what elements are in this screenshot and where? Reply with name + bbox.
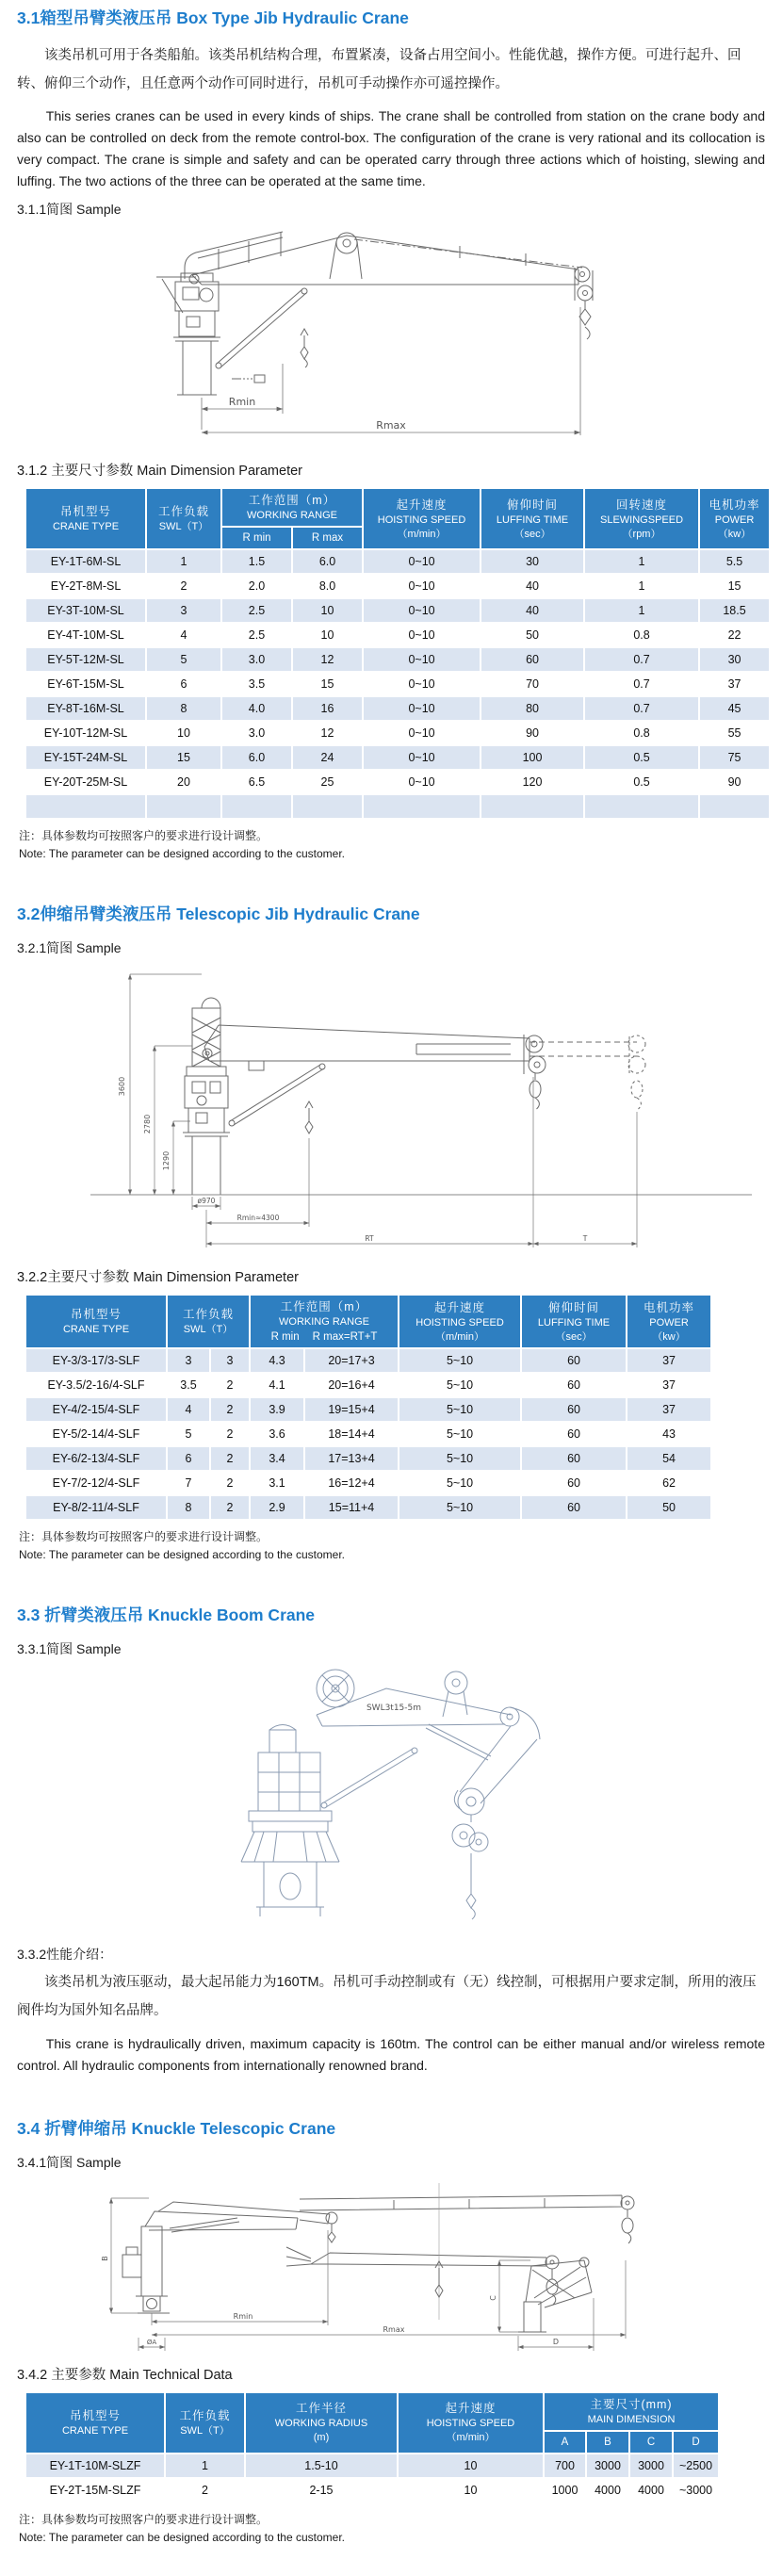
table-cell: EY-20T-25M-SL: [25, 770, 146, 794]
table-row: [25, 623, 770, 647]
table-row: [25, 1471, 711, 1495]
table-cell: 3: [146, 598, 221, 623]
table-row: [25, 2454, 719, 2478]
section-3-3-paragraph-cn: 该类吊机为液压驱动，最大起吊能力为160TM。吊机可手动控制或有（无）线控制，可根据用户要求定制，所用的液压阀件均为国外知名品牌。: [17, 1975, 757, 2019]
sample-heading-3-1-1: 3.1.1简图 Sample: [17, 202, 122, 218]
col-header-hoisting-speed: 起升速度 HOISTING SPEED （m/min）: [398, 2392, 544, 2454]
table-cell: 0~10: [363, 549, 481, 574]
swl-rating-label: SWL3t15-5m: [366, 1704, 422, 1714]
col-header-working-range: 工作范围（m） WORKING RANGE R min R max=RT+T: [250, 1295, 399, 1348]
table-cell: 5~10: [399, 1397, 521, 1422]
folded-boom-right: [526, 2260, 592, 2307]
table-cell: EY-2T-8M-SL: [25, 574, 146, 598]
table-cell: 80: [481, 696, 584, 721]
table-cell: 15=11+4: [304, 1495, 399, 1520]
table-cell: 60: [521, 1446, 627, 1471]
col-header-dim-c: C: [629, 2431, 673, 2454]
table-row: [25, 574, 770, 598]
table-cell: 37: [627, 1397, 711, 1422]
table-cell: 1: [146, 549, 221, 574]
telescopic-boom: [204, 1025, 529, 1061]
col-header-swl: 工作负载 SWL（T）: [146, 488, 221, 549]
table-row: [25, 696, 770, 721]
table-cell: [221, 794, 292, 819]
col-header-rmax: R max: [292, 527, 363, 549]
table-cell: 15: [292, 672, 363, 696]
table-cell: 12: [292, 647, 363, 672]
table-cell: 20: [146, 770, 221, 794]
table-cell: 3.1: [250, 1471, 304, 1495]
box-jib-spec-table: [24, 487, 771, 820]
section-3-1-paragraph-cn: 该类吊机可用于各类船舶。该类吊机结构合理，布置紧凑，设备占用空间小。性能优越，操作方便。可进行起升、回转、俯仰三个动作，且任意两个动作可同时进行，吊机可手动操作亦可遥控操作。: [17, 48, 741, 91]
table-cell: 2: [165, 2478, 245, 2503]
table-cell: 3000: [586, 2454, 629, 2478]
table-cell: EY-4T-10M-SL: [25, 623, 146, 647]
table-row: [25, 794, 770, 819]
table-row: [25, 1446, 711, 1471]
table-cell: EY-1T-6M-SL: [25, 549, 146, 574]
table-cell: 24: [292, 745, 363, 770]
table-cell: 37: [699, 672, 770, 696]
pedestal-column: [141, 2226, 162, 2296]
table-cell: 5~10: [399, 1348, 521, 1373]
luffing-cylinder: [322, 1749, 416, 1807]
table-cell: 5: [167, 1422, 210, 1446]
table-row: [25, 1422, 711, 1446]
table-cell: 75: [699, 745, 770, 770]
col-header-dim-b: B: [586, 2431, 629, 2454]
table-cell: 60: [521, 1348, 627, 1373]
rmin-dim-label: Rmin: [233, 2311, 253, 2321]
table-cell: [146, 794, 221, 819]
table-cell: 7: [167, 1471, 210, 1495]
table-cell: 60: [481, 647, 584, 672]
table-cell: 10: [398, 2478, 544, 2503]
table-cell: 0~10: [363, 745, 481, 770]
table-cell: 0~10: [363, 598, 481, 623]
performance-heading-3-3-2: 3.3.2性能介绍：: [17, 1947, 113, 1963]
rt-dim-label: RT: [365, 1234, 374, 1244]
pedestal-skirt: [241, 1832, 339, 1862]
table-cell: 5~10: [399, 1495, 521, 1520]
table-cell: 60: [521, 1397, 627, 1422]
col-header-slewing-speed: 回转速度 SLEWINGSPEED （rpm）: [584, 488, 699, 549]
table-cell: 0.5: [584, 745, 699, 770]
table-cell: 1: [584, 574, 699, 598]
table-row: [25, 647, 770, 672]
table-cell: 2: [210, 1373, 250, 1397]
col-header-swl: 工作负载 SWL（T）: [167, 1295, 250, 1348]
table-cell: 3.4: [250, 1446, 304, 1471]
table-cell: 0.7: [584, 696, 699, 721]
table-cell: 45: [699, 696, 770, 721]
table-cell: 8.0: [292, 574, 363, 598]
table-cell: 40: [481, 574, 584, 598]
table-cell: 8: [167, 1495, 210, 1520]
col-header-luffing-time: 俯仰时间 LUFFING TIME （sec）: [521, 1295, 627, 1348]
table-cell: 0~10: [363, 672, 481, 696]
table-row: [25, 1495, 711, 1520]
height-2780-label: 2780: [143, 1115, 152, 1134]
table-cell: 2: [210, 1471, 250, 1495]
table-heading-3-4-2: 3.4.2 主要参数 Main Technical Data: [17, 2367, 233, 2383]
table-cell: 4000: [629, 2478, 673, 2503]
table-cell: 0~10: [363, 696, 481, 721]
table-cell: 90: [699, 770, 770, 794]
table-cell: 15: [699, 574, 770, 598]
rmax-dim-label: Rmax: [383, 2324, 405, 2334]
table-cell: EY-6T-15M-SL: [25, 672, 146, 696]
sample-heading-3-3-1: 3.3.1简图 Sample: [17, 1641, 122, 1657]
luffing-cylinder: [217, 289, 306, 367]
table-cell: EY-1T-10M-SLZF: [25, 2454, 165, 2478]
table-row: [25, 1373, 711, 1397]
table-cell: 0~10: [363, 721, 481, 745]
table-cell: 20=17+3: [304, 1348, 399, 1373]
table-cell: 2: [210, 1397, 250, 1422]
table-cell: 37: [627, 1348, 711, 1373]
table-cell: 0.8: [584, 623, 699, 647]
table-cell: EY-6/2-13/4-SLF: [25, 1446, 167, 1471]
table-cell: 4.0: [221, 696, 292, 721]
folded-column-right: [524, 2302, 541, 2332]
table-cell: 3: [210, 1348, 250, 1373]
table-cell: 30: [699, 647, 770, 672]
table-cell: 0.5: [584, 770, 699, 794]
table-cell: EY-10T-12M-SL: [25, 721, 146, 745]
sample-heading-3-4-1: 3.4.1简图 Sample: [17, 2154, 122, 2170]
table-cell: 2.5: [221, 623, 292, 647]
table-cell: 0.7: [584, 672, 699, 696]
table-cell: 1: [584, 549, 699, 574]
table-cell: 0~10: [363, 770, 481, 794]
table-cell: 17=13+4: [304, 1446, 399, 1471]
table-cell: 5~10: [399, 1422, 521, 1446]
table-cell: 4000: [586, 2478, 629, 2503]
note-cn: 注：具体参数均可按照客户的要求进行设计调整。: [19, 1530, 269, 1544]
table-cell: 3000: [629, 2454, 673, 2478]
table-cell: 8: [146, 696, 221, 721]
table-cell: 10: [398, 2454, 544, 2478]
note-cn: 注：具体参数均可按照客户的要求进行设计调整。: [19, 2512, 269, 2526]
table-cell: EY-8/2-11/4-SLF: [25, 1495, 167, 1520]
table-cell: 3.9: [250, 1397, 304, 1422]
table-cell: 60: [521, 1422, 627, 1446]
table-cell: [25, 794, 146, 819]
table-cell: 30: [481, 549, 584, 574]
table-cell: 12: [292, 721, 363, 745]
dim-c-label: C: [489, 2294, 497, 2301]
knuckle-boom-crane-drawing: [17, 1660, 765, 1939]
table-cell: [699, 794, 770, 819]
table-cell: 90: [481, 721, 584, 745]
table-cell: 1000: [544, 2478, 586, 2503]
section-title-3-2: 3.2伸缩吊臂类液压吊 Telescopic Jib Hydraulic Crane: [17, 905, 420, 924]
sample-heading-3-2-1: 3.2.1简图 Sample: [17, 940, 122, 956]
table-cell: 6.0: [292, 549, 363, 574]
table-cell: [481, 794, 584, 819]
col-header-dim-a: A: [544, 2431, 586, 2454]
table-row: [25, 598, 770, 623]
table-cell: 120: [481, 770, 584, 794]
table-cell: 2: [210, 1422, 250, 1446]
note-en: Note: The parameter can be designed according to the customer.: [19, 847, 345, 861]
table-cell: EY-15T-24M-SL: [25, 745, 146, 770]
table-row: [25, 1397, 711, 1422]
table-cell: 18.5: [699, 598, 770, 623]
section-3-3-paragraph-en: This crane is hydraulically driven, maximum capacity is 160tm. The control can be either manual and/or wireless remote control. All hydraulic components from internationally renowned brand.: [17, 2035, 765, 2073]
table-cell: 16: [292, 696, 363, 721]
table-cell: 5~10: [399, 1373, 521, 1397]
table-cell: EY-5T-12M-SL: [25, 647, 146, 672]
table-cell: 50: [481, 623, 584, 647]
table-cell: 4: [167, 1397, 210, 1422]
rmax-dim-label: Rmax: [376, 419, 406, 432]
height-3600-label: 3600: [118, 1077, 126, 1097]
t-dim-label: T: [582, 1234, 588, 1244]
table-cell: 25: [292, 770, 363, 794]
table-cell: 1.5: [221, 549, 292, 574]
table-cell: 3.0: [221, 721, 292, 745]
table-cell: 5~10: [399, 1446, 521, 1471]
diameter-label: ø970: [197, 1197, 216, 1206]
table-heading-3-1-2: 3.1.2 主要尺寸参数 Main Dimension Parameter: [17, 464, 302, 480]
table-cell: 70: [481, 672, 584, 696]
table-cell: 3: [167, 1348, 210, 1373]
table-cell: 6.0: [221, 745, 292, 770]
table-cell: 2.0: [221, 574, 292, 598]
table-cell: [363, 794, 481, 819]
box-jib-crane-drawing: [17, 220, 765, 456]
section-title-3-1: 3.1箱型吊臂类液压吊 Box Type Jib Hydraulic Crane: [17, 8, 409, 27]
knuckle-arm: [460, 1707, 540, 1803]
table-cell: 54: [627, 1446, 711, 1471]
col-header-power: 电机功率 POWER （kw）: [699, 488, 770, 549]
table-cell: 10: [292, 598, 363, 623]
table-cell: 2.5: [221, 598, 292, 623]
table-cell: 6.5: [221, 770, 292, 794]
table-cell: 10: [292, 623, 363, 647]
mid-boom: [311, 2253, 546, 2266]
col-header-working-radius: 工作半径 WORKING RADIUS (m): [245, 2392, 398, 2454]
table-cell: EY-2T-15M-SLZF: [25, 2478, 165, 2503]
table-cell: 5: [146, 647, 221, 672]
table-cell: 6: [167, 1446, 210, 1471]
tower: [258, 1753, 320, 1811]
height-1290-label: 1290: [162, 1151, 171, 1171]
col-header-hoisting-speed: 起升速度 HOISTING SPEED （m/min）: [399, 1295, 521, 1348]
col-header-power: 电机功率 POWER （kw）: [627, 1295, 711, 1348]
table-cell: 3.0: [221, 647, 292, 672]
table-cell: 40: [481, 598, 584, 623]
table-cell: 0.8: [584, 721, 699, 745]
pedestal: [192, 1136, 220, 1195]
table-cell: 5~10: [399, 1471, 521, 1495]
table-cell: 62: [627, 1471, 711, 1495]
table-row: [25, 549, 770, 574]
table-cell: [584, 794, 699, 819]
luffing-cylinder: [230, 1065, 324, 1125]
table-cell: [292, 794, 363, 819]
table-cell: 1.5-10: [245, 2454, 398, 2478]
hook: [466, 1853, 476, 1919]
table-cell: 700: [544, 2454, 586, 2478]
table-cell: EY-3T-10M-SL: [25, 598, 146, 623]
telescopic-jib-spec-table: [24, 1294, 712, 1521]
table-cell: 20=16+4: [304, 1373, 399, 1397]
col-header-dim-d: D: [673, 2431, 719, 2454]
table-cell: 18=14+4: [304, 1422, 399, 1446]
table-cell: 3.6: [250, 1422, 304, 1446]
extended-boom: [300, 2195, 622, 2210]
note-en: Note: The parameter can be designed according to the customer.: [19, 1548, 345, 1562]
pedestal: [183, 341, 211, 395]
table-cell: 0~10: [363, 623, 481, 647]
extended-boom-dashed: [529, 1042, 637, 1056]
col-header-crane-type: 吊机型号 CRANE TYPE: [25, 488, 146, 549]
table-cell: EY-5/2-14/4-SLF: [25, 1422, 167, 1446]
table-cell: 2-15: [245, 2478, 398, 2503]
table-cell: 37: [627, 1373, 711, 1397]
table-cell: 2.9: [250, 1495, 304, 1520]
table-cell: 60: [521, 1373, 627, 1397]
col-header-luffing-time: 俯仰时间 LUFFING TIME （sec）: [481, 488, 584, 549]
section-title-3-4: 3.4 折臂伸缩吊 Knuckle Telescopic Crane: [17, 2118, 336, 2138]
table-row: [25, 745, 770, 770]
col-header-working-range: 工作范围（m） WORKING RANGE: [221, 488, 363, 527]
table-cell: EY-7/2-12/4-SLF: [25, 1471, 167, 1495]
table-cell: EY-4/2-15/4-SLF: [25, 1397, 167, 1422]
table-cell: 4: [146, 623, 221, 647]
table-cell: EY-3.5/2-16/4-SLF: [25, 1373, 167, 1397]
col-header-hoisting-speed: 起升速度 HOISTING SPEED （m/min）: [363, 488, 481, 549]
table-row: [25, 770, 770, 794]
table-row: [25, 2478, 719, 2503]
table-row: [25, 672, 770, 696]
knuckle-telescopic-crane-drawing: [17, 2174, 765, 2360]
table-cell: 3.5: [167, 1373, 210, 1397]
section-title-3-3: 3.3 折臂类液压吊 Knuckle Boom Crane: [17, 1606, 316, 1625]
col-header-main-dimension: 主要尺寸(mm) MAIN DIMENSION: [544, 2392, 719, 2431]
col-header-crane-type: 吊机型号 CRANE TYPE: [25, 2392, 165, 2454]
table-cell: 0.7: [584, 647, 699, 672]
table-cell: 3.5: [221, 672, 292, 696]
table-cell: 22: [699, 623, 770, 647]
dim-b-label: B: [101, 2255, 109, 2261]
table-cell: 6: [146, 672, 221, 696]
dim-d-label: D: [552, 2337, 560, 2346]
telescopic-jib-crane-drawing: [17, 959, 765, 1263]
table-cell: 50: [627, 1495, 711, 1520]
table-cell: 15: [146, 745, 221, 770]
table-cell: 10: [146, 721, 221, 745]
table-cell: 0~10: [363, 647, 481, 672]
table-row: [25, 721, 770, 745]
table-cell: EY-3/3-17/3-SLF: [25, 1348, 167, 1373]
table-cell: 60: [521, 1471, 627, 1495]
table-cell: 2: [210, 1446, 250, 1471]
table-cell: 4.3: [250, 1348, 304, 1373]
hook: [575, 268, 593, 339]
section-3-1-paragraph-en: This series cranes can be used in every kinds of ships. The crane shall be controlled from station on the crane body and also can be controlled on deck from the remote control-box. The configuration of the crane is very rational and its collocation is very compact. The crane is simple and safety and can be operated carry through three actions which of hoisting, slewing and luffing. The two actions of the three can be operated at the same time.: [17, 108, 765, 189]
table-cell: 16=12+4: [304, 1471, 399, 1495]
table-cell: 100: [481, 745, 584, 770]
table-cell: ~2500: [673, 2454, 719, 2478]
rmin-dim-label: Rmin: [228, 396, 256, 409]
note-cn: 注：具体参数均可按照客户的要求进行设计调整。: [19, 829, 269, 843]
table-cell: 19=15+4: [304, 1397, 399, 1422]
table-cell: 0~10: [363, 574, 481, 598]
table-cell: 2: [146, 574, 221, 598]
note-en: Note: The parameter can be designed according to the customer.: [19, 2530, 345, 2544]
table-row: [25, 1348, 711, 1373]
diameter-a-label: ØA: [146, 2338, 157, 2346]
rmin-dim-label: Rmin≈4300: [236, 1214, 280, 1223]
col-header-crane-type: 吊机型号 CRANE TYPE: [25, 1295, 167, 1348]
table-cell: 2: [210, 1495, 250, 1520]
extended-hook-dashed: [628, 1035, 645, 1109]
knuckle-telescopic-spec-table: [24, 2391, 720, 2503]
table-cell: 55: [699, 721, 770, 745]
table-cell: 4.1: [250, 1373, 304, 1397]
table-cell: 5.5: [699, 549, 770, 574]
table-cell: 1: [165, 2454, 245, 2478]
table-heading-3-2-2: 3.2.2主要尺寸参数 Main Dimension Parameter: [17, 1270, 299, 1286]
table-cell: 1: [584, 598, 699, 623]
table-cell: 60: [521, 1495, 627, 1520]
col-header-swl: 工作负载 SWL（T）: [165, 2392, 245, 2454]
table-cell: 43: [627, 1422, 711, 1446]
col-header-rmin: R min: [221, 527, 292, 549]
table-cell: ~3000: [673, 2478, 719, 2503]
table-cell: EY-8T-16M-SL: [25, 696, 146, 721]
